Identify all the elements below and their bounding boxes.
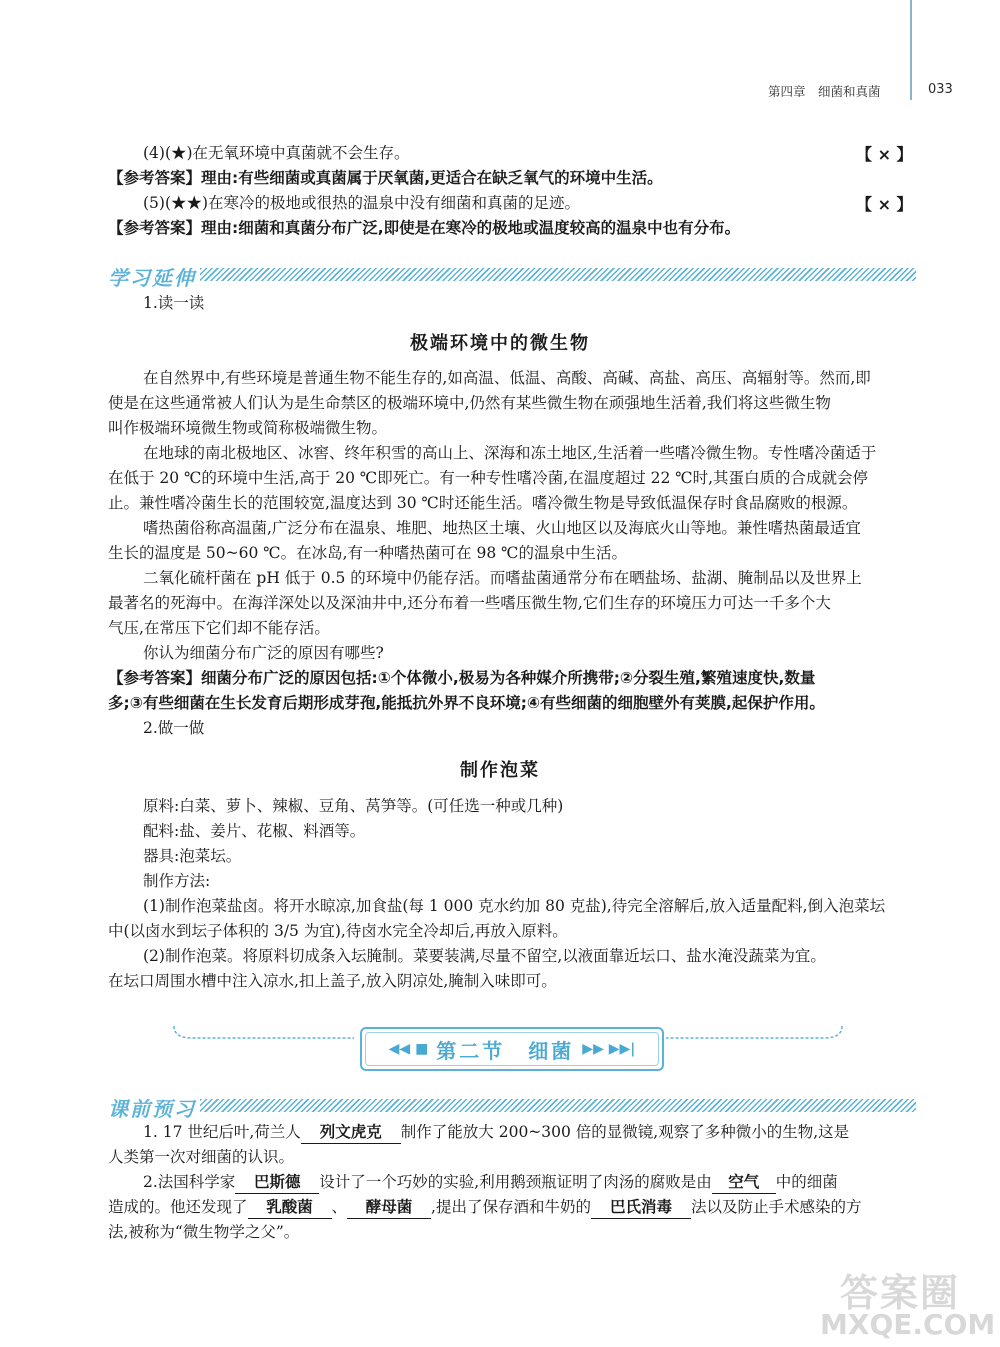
- read-title: 极端环境中的微生物: [410, 333, 590, 354]
- read-line: 在自然界中,有些环境是普通生物不能生存的,如高温、低温、高酸、高碱、高盐、高压、高辐射等。然而,即: [143, 369, 871, 387]
- q1-text: 1. 17 世纪后叶,荷兰人: [143, 1123, 301, 1141]
- fill-blank: 巴斯德: [235, 1171, 319, 1194]
- do-line: 器具:泡菜坛。: [143, 847, 242, 865]
- header-divider: [910, 0, 912, 100]
- answer-mark-5: 【 × 】: [856, 195, 913, 214]
- do-line: 制作方法:: [143, 872, 211, 890]
- answer-tag: 【参考答案】: [108, 669, 202, 687]
- answer-tag: 【参考答案】: [108, 219, 202, 237]
- question-5: (5)(★★)在寒冷的极地或很热的温泉中没有细菌和真菌的足迹。: [143, 194, 581, 212]
- read-line: 气压,在常压下它们却不能存活。: [108, 619, 330, 637]
- answer-text: 理由:有些细菌或真菌属于厌氧菌,更适合在缺乏氧气的环境中生活。: [201, 169, 663, 187]
- watermark-text: 答案圈: [840, 1271, 961, 1315]
- answer-text: 理由:细菌和真菌分布广泛,即使是在寒冷的极地或温度较高的温泉中也有分布。: [201, 219, 741, 237]
- section-title: 学习延伸: [108, 266, 196, 290]
- read-answer: [108, 667, 815, 689]
- q2-text: 2.法国科学家: [143, 1173, 236, 1191]
- answer-4: [108, 167, 663, 189]
- read-line: 在低于 20 ℃的环境中生活,高于 20 ℃即死亡。有一种专性嗜冷菌,在温度超过 22 ℃时,其蛋白质的合成就会停: [108, 469, 869, 487]
- watermark-logo: [820, 1262, 996, 1342]
- chapter-title: 第四章 细菌和真菌: [768, 84, 881, 99]
- answer-mark-4: 【 × 】: [856, 145, 913, 164]
- q2-text: 中的细菌: [775, 1173, 838, 1191]
- preview-q2: [143, 1171, 838, 1194]
- fill-blank: 空气: [712, 1171, 776, 1194]
- fill-blank: 酵母菌: [347, 1196, 431, 1219]
- read-line: 二氧化硫杆菌在 pH 低于 0.5 的环境中仍能存活。而嗜盐菌通常分布在晒盐场、盐湖、腌制品以及世界上: [143, 569, 862, 587]
- read-answer-cont: 多;③有些细菌在生长发育后期形成芽孢,能抵抗外界不良环境;④有些细菌的细胞壁外有荚膜,起保护作用。: [108, 694, 825, 712]
- preview-q2-end: 法,被称为“微生物学之父”。: [108, 1223, 300, 1241]
- read-line: 生长的温度是 50~60 ℃。在冰岛,有一种嗜热菌可在 98 ℃的温泉中生活。: [108, 544, 627, 562]
- answer-5: [108, 217, 740, 239]
- do-line: 配料:盐、姜片、花椒、料酒等。: [143, 822, 366, 840]
- do-line: 中(以卤水到坛子体积的 3/5 为宜),待卤水完全冷却后,再放入原料。: [108, 922, 568, 940]
- fast-forward-icon: ▶▶ ▶▶|: [582, 1041, 636, 1057]
- read-line: 叫作极端环境微生物或简称极端微生物。: [108, 419, 388, 437]
- page-number: 033: [928, 82, 953, 97]
- read-line: 使是在这些通常被人们认为是生命禁区的极端环境中,仍然有某些微生物在顽强地生活着,我们将这些微生物: [108, 394, 831, 412]
- preview-q1: [143, 1121, 849, 1144]
- hatch-bar: [200, 1099, 916, 1112]
- do-line: (2)制作泡菜。将原料切成条入坛腌制。菜要装满,尽量不留空,以液面靠近坛口、盐水淹没蔬菜为宜。: [143, 947, 826, 965]
- read-label: 1.读一读: [143, 294, 205, 312]
- preview-q2-cont: [108, 1196, 861, 1219]
- do-label: 2.做一做: [143, 719, 205, 737]
- banner-box: [360, 1027, 664, 1071]
- fill-blank: 乳酸菌: [248, 1196, 332, 1219]
- do-line: (1)制作泡菜盐卤。将开水晾凉,加食盐(每 1 000 克水约加 80 克盐),待完全溶解后,放入适量配料,倒入泡菜坛: [143, 897, 886, 915]
- read-line: 嗜热菌俗称高温菌,广泛分布在温泉、堆肥、地热区土壤、火山地区以及海底火山等地。兼性嗜热菌最适宜: [143, 519, 861, 537]
- fill-blank: 列文虎克: [301, 1121, 401, 1144]
- do-line: 在坛口周围水槽中注入凉水,扣上盖子,放入阴凉处,腌制入味即可。: [108, 972, 557, 990]
- read-line: 最著名的死海中。在海洋深处以及深油井中,还分布着一些嗜压微生物,它们生存的环境压力可达一千多个大: [108, 594, 831, 612]
- banner-title: 第二节 细菌: [436, 1038, 575, 1063]
- answer-text: 细菌分布广泛的原因包括:①个体微小,极易为各种媒介所携带;②分裂生殖,繁殖速度快,数量: [201, 669, 816, 687]
- fill-blank: 巴氏消毒: [591, 1196, 691, 1219]
- section-banner: [168, 1022, 848, 1074]
- read-question: 你认为细菌分布广泛的原因有哪些?: [143, 644, 384, 662]
- q2-text: 、: [331, 1198, 348, 1216]
- banner-inner: [365, 1032, 659, 1066]
- rewind-icon: ◀◀ ■: [388, 1041, 429, 1057]
- preview-q1-cont: 人类第一次对细菌的认识。: [108, 1148, 295, 1166]
- read-line: 止。兼性嗜冷菌生长的范围较宽,温度达到 30 ℃时还能生活。嗜冷微生物是导致低温保存时食品腐败的根源。: [108, 494, 858, 512]
- q2-text: 造成的。他还发现了: [108, 1198, 248, 1216]
- q2-text: 设计了一个巧妙的实验,利用鹅颈瓶证明了肉汤的腐败是由: [319, 1173, 712, 1191]
- read-line: 在地球的南北极地区、冰窖、终年积雪的高山上、深海和冻土地区,生活着一些嗜冷微生物。专性嗜冷菌适于: [143, 444, 877, 462]
- watermark-url: MXQE.COM: [820, 1308, 996, 1341]
- section-heading-preview: [108, 1095, 916, 1121]
- q2-text: ,提出了保存酒和牛奶的: [431, 1198, 591, 1216]
- hatch-bar: [200, 268, 916, 281]
- q1-text: 制作了能放大 200~300 倍的显微镜,观察了多种微小的生物,这是: [400, 1123, 850, 1141]
- do-line: 原料:白菜、萝卜、辣椒、豆角、莴笋等。(可任选一种或几种): [143, 797, 564, 815]
- answer-tag: 【参考答案】: [108, 169, 202, 187]
- section-title: 课前预习: [108, 1097, 196, 1121]
- do-title: 制作泡菜: [460, 760, 540, 781]
- section-heading-extension: [108, 264, 916, 290]
- q2-text: 法以及防止手术感染的方: [690, 1198, 862, 1216]
- question-4: (4)(★)在无氧环境中真菌就不会生存。: [143, 144, 410, 162]
